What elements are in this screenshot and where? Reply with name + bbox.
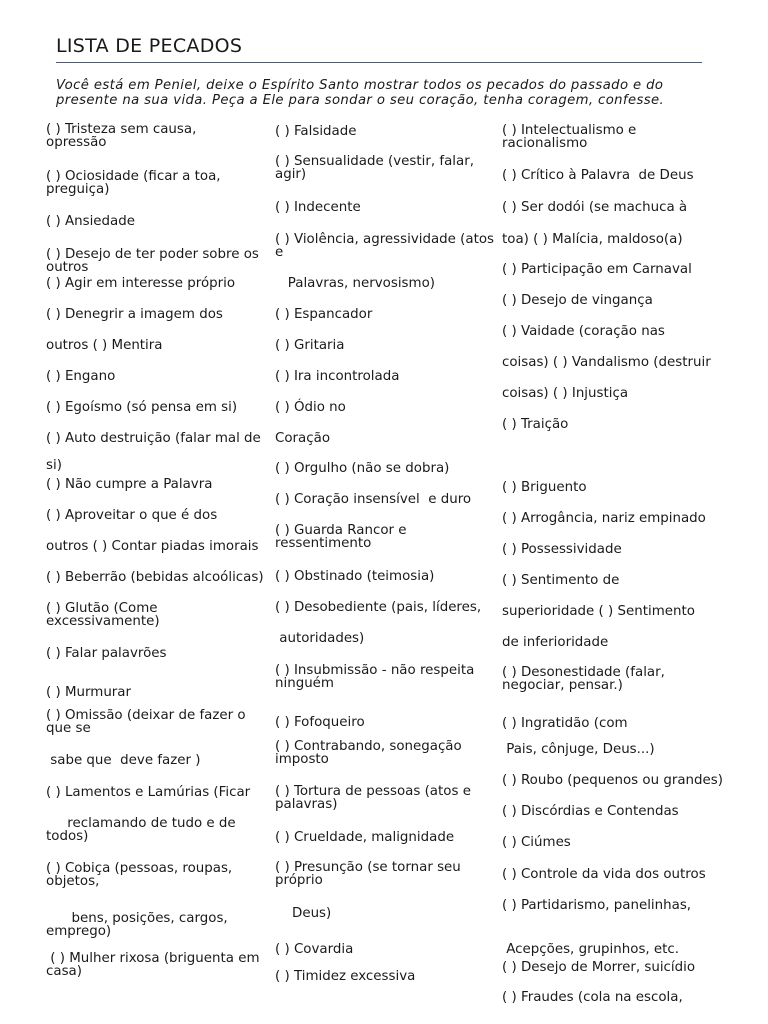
list-item: ( ) Vaidade (coração nas [502,324,665,339]
list-item: ( ) Obstinado (teimosia) [275,569,435,584]
list-item: sabe que deve fazer ) [46,753,201,768]
list-item: ( ) Ódio no [275,400,346,415]
list-item: coisas) ( ) Injustiça [502,386,629,401]
list-item: ( ) Insubmissão - não respeita ninguém [275,663,475,691]
list-item: ( ) Mulher rixosa (briguenta em casa) [46,951,260,979]
list-item: autoridades) [275,631,365,646]
list-item: ( ) Sensualidade (vestir, falar, agir) [275,154,474,182]
page-title: LISTA DE PECADOS [56,35,243,57]
list-item: outros ( ) Mentira [46,338,163,353]
list-item: ( ) Engano [46,369,116,384]
list-item: ( ) Covardia [275,942,354,957]
list-item: ( ) Omissão (deixar de fazer o que se [46,708,246,736]
list-item: ( ) Crítico à Palavra de Deus [502,168,694,183]
list-item: ( ) Agir em interesse próprio [46,276,236,291]
list-item: ( ) Coração insensível e duro [275,492,472,507]
list-item: ( ) Presunção (se tornar seu próprio [275,860,461,888]
list-item: ( ) Traição [502,417,569,432]
list-item: ( ) Ira incontrolada [275,369,400,384]
list-item: reclamando de tudo e de todos) [46,816,236,844]
list-item: Acepções, grupinhos, etc. [502,942,680,957]
list-item: ( ) Possessividade [502,542,622,557]
list-item: ( ) Ingratidão (com [502,716,628,731]
list-item: ( ) Não cumpre a Palavra [46,477,213,492]
list-item: ( ) Glutão (Come excessivamente) [46,601,160,629]
list-item: ( ) Gritaria [275,338,345,353]
list-item: bens, posições, cargos, emprego) [46,911,228,939]
list-item: ( ) Beberrão (bebidas alcoólicas) [46,570,264,585]
list-item: ( ) Desejo de Morrer, suicídio [502,960,696,975]
list-item: Palavras, nervosismo) [275,276,435,291]
list-item: ( ) Murmurar [46,685,132,700]
list-item: outros ( ) Contar piadas imorais [46,539,259,554]
list-item: ( ) Violência, agressividade (atos e [275,232,495,260]
list-item: ( ) Cobiça (pessoas, roupas, objetos, [46,861,233,889]
list-item: coisas) ( ) Vandalismo (destruir [502,355,711,370]
intro-line-2: presente na sua vida. Peça a Ele para sondar o seu coração, tenha coragem, confesse. [56,92,665,108]
list-item: ( ) Desejo de vingança [502,293,653,308]
list-item: ( ) Desonestidade (falar, negociar, pensar.) [502,665,665,693]
list-item: ( ) Tristeza sem causa, opressão [46,122,197,150]
list-item: ( ) Desejo de ter poder sobre os outros [46,247,259,275]
list-item: de inferioridade [502,635,609,650]
list-item: ( ) Timidez excessiva [275,969,416,984]
list-item: ( ) Controle da vida dos outros [502,867,706,882]
list-item: ( ) Ser dodói (se machuca à [502,200,688,215]
list-item: ( ) Falsidade [275,124,357,139]
list-item: ( ) Contrabando, sonegação imposto [275,739,462,767]
list-item: ( ) Ociosidade (ficar a toa, preguiça) [46,169,221,197]
list-item: ( ) Fofoqueiro [275,715,365,730]
list-item: toa) ( ) Malícia, maldoso(a) [502,232,683,247]
list-item: ( ) Guarda Rancor e ressentimento [275,523,407,551]
list-item: superioridade ( ) Sentimento [502,604,695,619]
title-divider [56,62,702,63]
list-item: ( ) Discórdias e Contendas [502,804,679,819]
list-item: ( ) Roubo (pequenos ou grandes) [502,773,723,788]
list-item: ( ) Participação em Carnaval [502,262,692,277]
list-item: ( ) Indecente [275,200,361,215]
list-item: ( ) Ansiedade [46,214,135,229]
list-item: ( ) Orgulho (não se dobra) [275,461,450,476]
intro-line-1: Você está em Peniel, deixe o Espírito Santo mostrar todos os pecados do passado e do [56,78,664,93]
list-item: ( ) Intelectualismo e racionalismo [502,123,637,151]
intro-paragraph [56,79,736,108]
list-item: ( ) Lamentos e Lamúrias (Ficar [46,785,251,800]
list-item: ( ) Auto destruição (falar mal de [46,431,261,446]
list-item: ( ) Arrogância, nariz empinado [502,511,706,526]
list-item: ( ) Fraudes (cola na escola, [502,990,683,1005]
list-item: Coração [275,431,331,446]
list-item: si) [46,458,62,473]
list-item: ( ) Desobediente (pais, líderes, [275,600,482,615]
list-item: ( ) Ciúmes [502,835,571,850]
list-item: ( ) Falar palavrões [46,646,167,661]
list-item: ( ) Tortura de pessoas (atos e palavras) [275,784,471,812]
list-item: Pais, cônjuge, Deus...) [502,742,655,757]
list-item: ( ) Egoísmo (só pensa em si) [46,400,238,415]
list-item: ( ) Sentimento de [502,573,620,588]
list-item: ( ) Crueldade, malignidade [275,830,455,845]
list-item: Deus) [275,906,332,921]
list-item: ( ) Espancador [275,307,373,322]
list-item: ( ) Briguento [502,480,587,495]
list-item: ( ) Denegrir a imagem dos [46,307,223,322]
list-item: ( ) Aproveitar o que é dos [46,508,218,523]
list-item: ( ) Partidarismo, panelinhas, [502,898,692,913]
